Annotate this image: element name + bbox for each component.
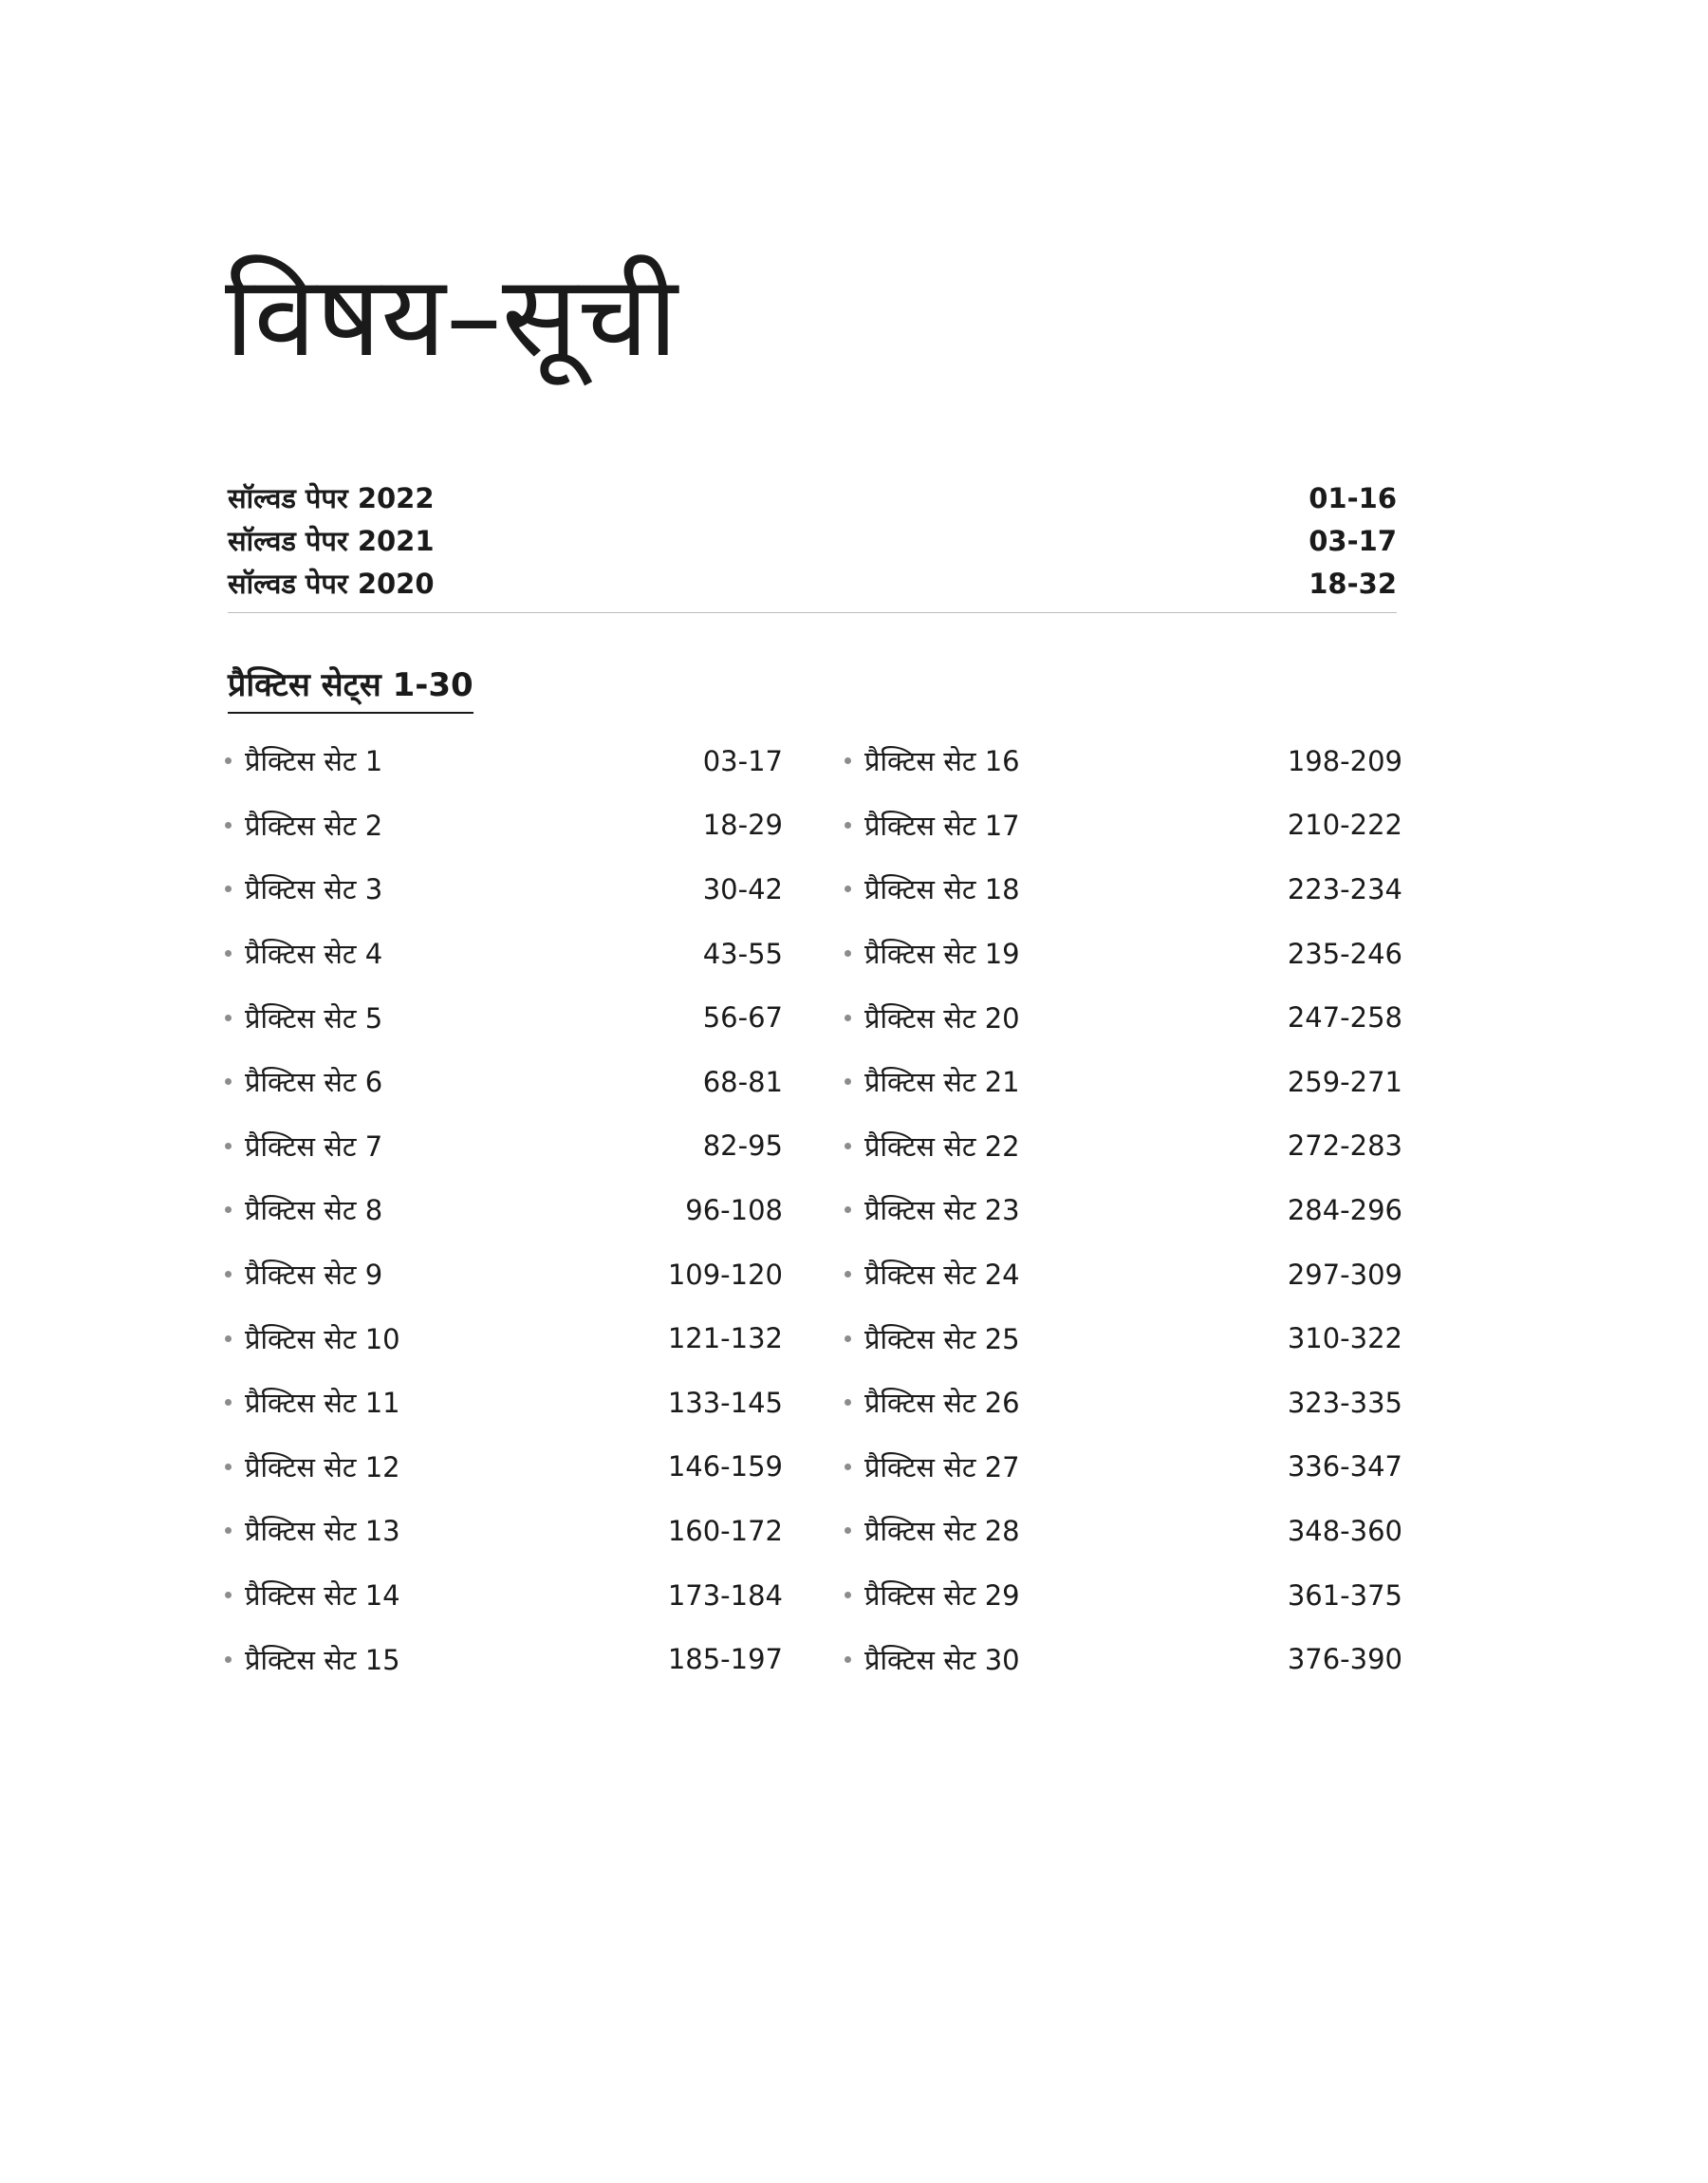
practice-set-label: प्रैक्टिस सेट 12: [245, 1450, 400, 1483]
practice-set-label-group: [845, 807, 1020, 844]
practice-set-label: प्रैक्टिस सेट 6: [245, 1066, 383, 1099]
practice-set-label-group: [225, 1448, 400, 1485]
bullet-icon: [845, 1078, 851, 1085]
solved-paper-row: [228, 562, 1397, 605]
practice-set-pages: 18-29: [702, 809, 783, 842]
practice-sets-column-right: [845, 729, 1402, 1691]
practice-set-pages: 109-120: [667, 1258, 783, 1291]
practice-set-pages: 210-222: [1287, 809, 1402, 842]
practice-set-row: [225, 1178, 783, 1242]
practice-set-pages: 323-335: [1287, 1386, 1402, 1419]
practice-set-row: [225, 1627, 783, 1691]
practice-set-pages: 82-95: [702, 1129, 783, 1163]
practice-set-row: [845, 1627, 1402, 1691]
practice-set-pages: 336-347: [1287, 1450, 1402, 1483]
practice-set-label-group: [845, 1256, 1020, 1293]
bullet-icon: [225, 822, 232, 829]
bullet-icon: [845, 1527, 851, 1534]
practice-set-label-group: [225, 870, 382, 907]
practice-set-pages: 121-132: [667, 1322, 783, 1355]
bullet-icon: [225, 1078, 232, 1085]
practice-set-pages: 146-159: [667, 1450, 783, 1483]
practice-set-label-group: [845, 742, 1020, 779]
practice-set-label-group: [845, 1641, 1020, 1678]
practice-set-pages: 185-197: [667, 1643, 783, 1676]
bullet-icon: [845, 886, 851, 892]
practice-set-label-group: [845, 1384, 1020, 1421]
solved-paper-pages: 01-16: [1309, 481, 1397, 514]
bullet-icon: [225, 1656, 232, 1663]
practice-set-label-group: [225, 1191, 382, 1228]
section-divider: [228, 612, 1397, 613]
practice-set-row: [845, 1050, 1402, 1114]
practice-set-row: [225, 1435, 783, 1500]
practice-set-label: प्रैक्टिस सेट 3: [245, 873, 383, 906]
solved-paper-pages: 18-32: [1309, 567, 1397, 600]
bullet-icon: [225, 950, 232, 957]
bullet-icon: [225, 1464, 232, 1470]
practice-set-label: प्रैक्टिस सेट 26: [864, 1387, 1020, 1420]
practice-set-label: प्रैक्टिस सेट 10: [245, 1322, 400, 1355]
bullet-icon: [225, 1335, 232, 1342]
practice-set-label: प्रैक्टिस सेट 5: [245, 1001, 383, 1035]
practice-set-row: [845, 1114, 1402, 1179]
practice-set-row: [845, 857, 1402, 922]
bullet-icon: [845, 1592, 851, 1598]
solved-paper-label: सॉल्वड पेपर 2022: [228, 482, 435, 514]
practice-set-pages: 173-184: [667, 1578, 783, 1612]
practice-set-label: प्रैक्टिस सेट 30: [864, 1643, 1020, 1676]
practice-set-row: [845, 1563, 1402, 1628]
practice-set-label: प्रैक्टिस सेट 17: [864, 809, 1020, 842]
practice-set-pages: 247-258: [1287, 1001, 1402, 1035]
practice-set-row: [225, 1114, 783, 1179]
practice-set-row: [225, 793, 783, 858]
practice-set-row: [225, 729, 783, 793]
practice-set-label-group: [225, 1577, 400, 1614]
practice-set-row: [225, 1306, 783, 1371]
practice-set-pages: 272-283: [1287, 1129, 1402, 1163]
bullet-icon: [845, 1656, 851, 1663]
practice-set-label: प्रैक्टिस सेट 9: [245, 1259, 383, 1292]
practice-set-label: प्रैक्टिस सेट 18: [864, 873, 1020, 906]
practice-set-label: प्रैक्टिस सेट 13: [245, 1515, 400, 1548]
bullet-icon: [845, 757, 851, 764]
practice-set-pages: 361-375: [1287, 1578, 1402, 1612]
practice-set-label: प्रैक्टिस सेट 19: [864, 938, 1020, 971]
practice-set-label: प्रैक्टिस सेट 21: [864, 1066, 1020, 1099]
practice-set-label-group: [225, 1320, 400, 1357]
practice-sets-heading: प्रैक्टिस सेट्स 1-30: [228, 662, 473, 714]
practice-set-pages: 284-296: [1287, 1193, 1402, 1226]
practice-set-row: [225, 857, 783, 922]
practice-set-label: प्रैक्टिस सेट 4: [245, 938, 383, 971]
practice-set-label: प्रैक्टिस सेट 15: [245, 1643, 400, 1676]
practice-set-label: प्रैक्टिस सेट 1: [245, 745, 383, 778]
practice-set-label-group: [225, 1256, 382, 1293]
practice-set-pages: 348-360: [1287, 1514, 1402, 1547]
practice-set-label: प्रैक्टिस सेट 22: [864, 1129, 1020, 1163]
practice-set-pages: 56-67: [702, 1001, 783, 1035]
bullet-icon: [845, 1143, 851, 1149]
practice-set-label-group: [225, 1384, 400, 1421]
practice-set-label: प्रैक्टिस सेट 8: [245, 1194, 383, 1227]
practice-set-label-group: [845, 935, 1020, 972]
solved-paper-row: [228, 519, 1397, 562]
practice-set-pages: 259-271: [1287, 1065, 1402, 1098]
practice-set-label-group: [845, 1448, 1020, 1485]
practice-set-row: [845, 729, 1402, 793]
practice-set-label-group: [225, 742, 382, 779]
bullet-icon: [225, 1015, 232, 1021]
practice-set-label: प्रैक्टिस सेट 11: [245, 1387, 400, 1420]
bullet-icon: [225, 1399, 232, 1406]
bullet-icon: [225, 1271, 232, 1278]
practice-set-label-group: [225, 1512, 400, 1549]
bullet-icon: [845, 1015, 851, 1021]
practice-set-label: प्रैक्टिस सेट 25: [864, 1322, 1020, 1355]
practice-set-label: प्रैक्टिस सेट 29: [864, 1579, 1020, 1613]
solved-papers-list: [228, 476, 1397, 605]
practice-set-row: [225, 1242, 783, 1307]
page-title: विषय–सूची: [225, 251, 678, 382]
practice-set-row: [845, 985, 1402, 1050]
practice-set-label: प्रैक्टिस सेट 16: [864, 745, 1020, 778]
practice-set-row: [225, 985, 783, 1050]
bullet-icon: [845, 1271, 851, 1278]
practice-set-row: [845, 793, 1402, 858]
bullet-icon: [845, 1399, 851, 1406]
bullet-icon: [225, 1206, 232, 1213]
bullet-icon: [845, 1464, 851, 1470]
practice-set-label-group: [225, 807, 382, 844]
bullet-icon: [225, 757, 232, 764]
bullet-icon: [845, 1335, 851, 1342]
solved-paper-row: [228, 476, 1397, 519]
bullet-icon: [845, 822, 851, 829]
practice-set-row: [845, 1435, 1402, 1500]
practice-set-pages: 160-172: [667, 1514, 783, 1547]
bullet-icon: [225, 1592, 232, 1598]
practice-set-label-group: [845, 999, 1020, 1036]
practice-set-row: [845, 1371, 1402, 1435]
bullet-icon: [225, 1143, 232, 1149]
practice-set-pages: 223-234: [1287, 872, 1402, 905]
practice-set-label-group: [845, 1577, 1020, 1614]
practice-set-row: [225, 1371, 783, 1435]
practice-set-row: [845, 1499, 1402, 1563]
bullet-icon: [845, 950, 851, 957]
practice-set-row: [225, 1050, 783, 1114]
practice-sets-column-left: [225, 729, 783, 1691]
practice-set-pages: 198-209: [1287, 744, 1402, 777]
solved-paper-label: सॉल्वड पेपर 2020: [228, 568, 435, 600]
practice-set-label-group: [845, 1063, 1020, 1100]
practice-set-pages: 30-42: [702, 872, 783, 905]
practice-set-label: प्रैक्टिस सेट 14: [245, 1579, 400, 1613]
practice-set-row: [845, 1306, 1402, 1371]
solved-paper-label: सॉल्वड पेपर 2021: [228, 525, 435, 557]
practice-set-row: [845, 1178, 1402, 1242]
practice-set-pages: 310-322: [1287, 1322, 1402, 1355]
practice-set-pages: 235-246: [1287, 937, 1402, 970]
bullet-icon: [225, 886, 232, 892]
solved-paper-pages: 03-17: [1309, 524, 1397, 557]
bullet-icon: [845, 1206, 851, 1213]
practice-set-pages: 133-145: [667, 1386, 783, 1419]
practice-set-label: प्रैक्टिस सेट 27: [864, 1450, 1020, 1483]
practice-set-pages: 68-81: [702, 1065, 783, 1098]
practice-set-label-group: [845, 1320, 1020, 1357]
practice-set-pages: 03-17: [702, 744, 783, 777]
practice-set-label: प्रैक्टिस सेट 24: [864, 1259, 1020, 1292]
practice-set-row: [225, 922, 783, 986]
practice-set-label-group: [845, 1128, 1020, 1165]
practice-set-row: [845, 1242, 1402, 1307]
practice-set-pages: 43-55: [702, 937, 783, 970]
practice-set-pages: 96-108: [685, 1193, 783, 1226]
practice-set-label-group: [225, 1641, 400, 1678]
practice-set-label: प्रैक्टिस सेट 20: [864, 1001, 1020, 1035]
practice-set-pages: 376-390: [1287, 1643, 1402, 1676]
practice-set-row: [225, 1499, 783, 1563]
practice-set-label-group: [225, 999, 382, 1036]
practice-set-label: प्रैक्टिस सेट 23: [864, 1194, 1020, 1227]
practice-set-label: प्रैक्टिस सेट 28: [864, 1515, 1020, 1548]
practice-set-label-group: [225, 935, 382, 972]
practice-set-pages: 297-309: [1287, 1258, 1402, 1291]
practice-set-row: [845, 922, 1402, 986]
practice-set-row: [225, 1563, 783, 1628]
practice-set-label-group: [845, 870, 1020, 907]
bullet-icon: [225, 1527, 232, 1534]
practice-set-label-group: [845, 1512, 1020, 1549]
practice-set-label: प्रैक्टिस सेट 2: [245, 809, 383, 842]
practice-set-label-group: [225, 1128, 382, 1165]
practice-set-label-group: [225, 1063, 382, 1100]
practice-set-label: प्रैक्टिस सेट 7: [245, 1129, 383, 1163]
practice-set-label-group: [845, 1191, 1020, 1228]
